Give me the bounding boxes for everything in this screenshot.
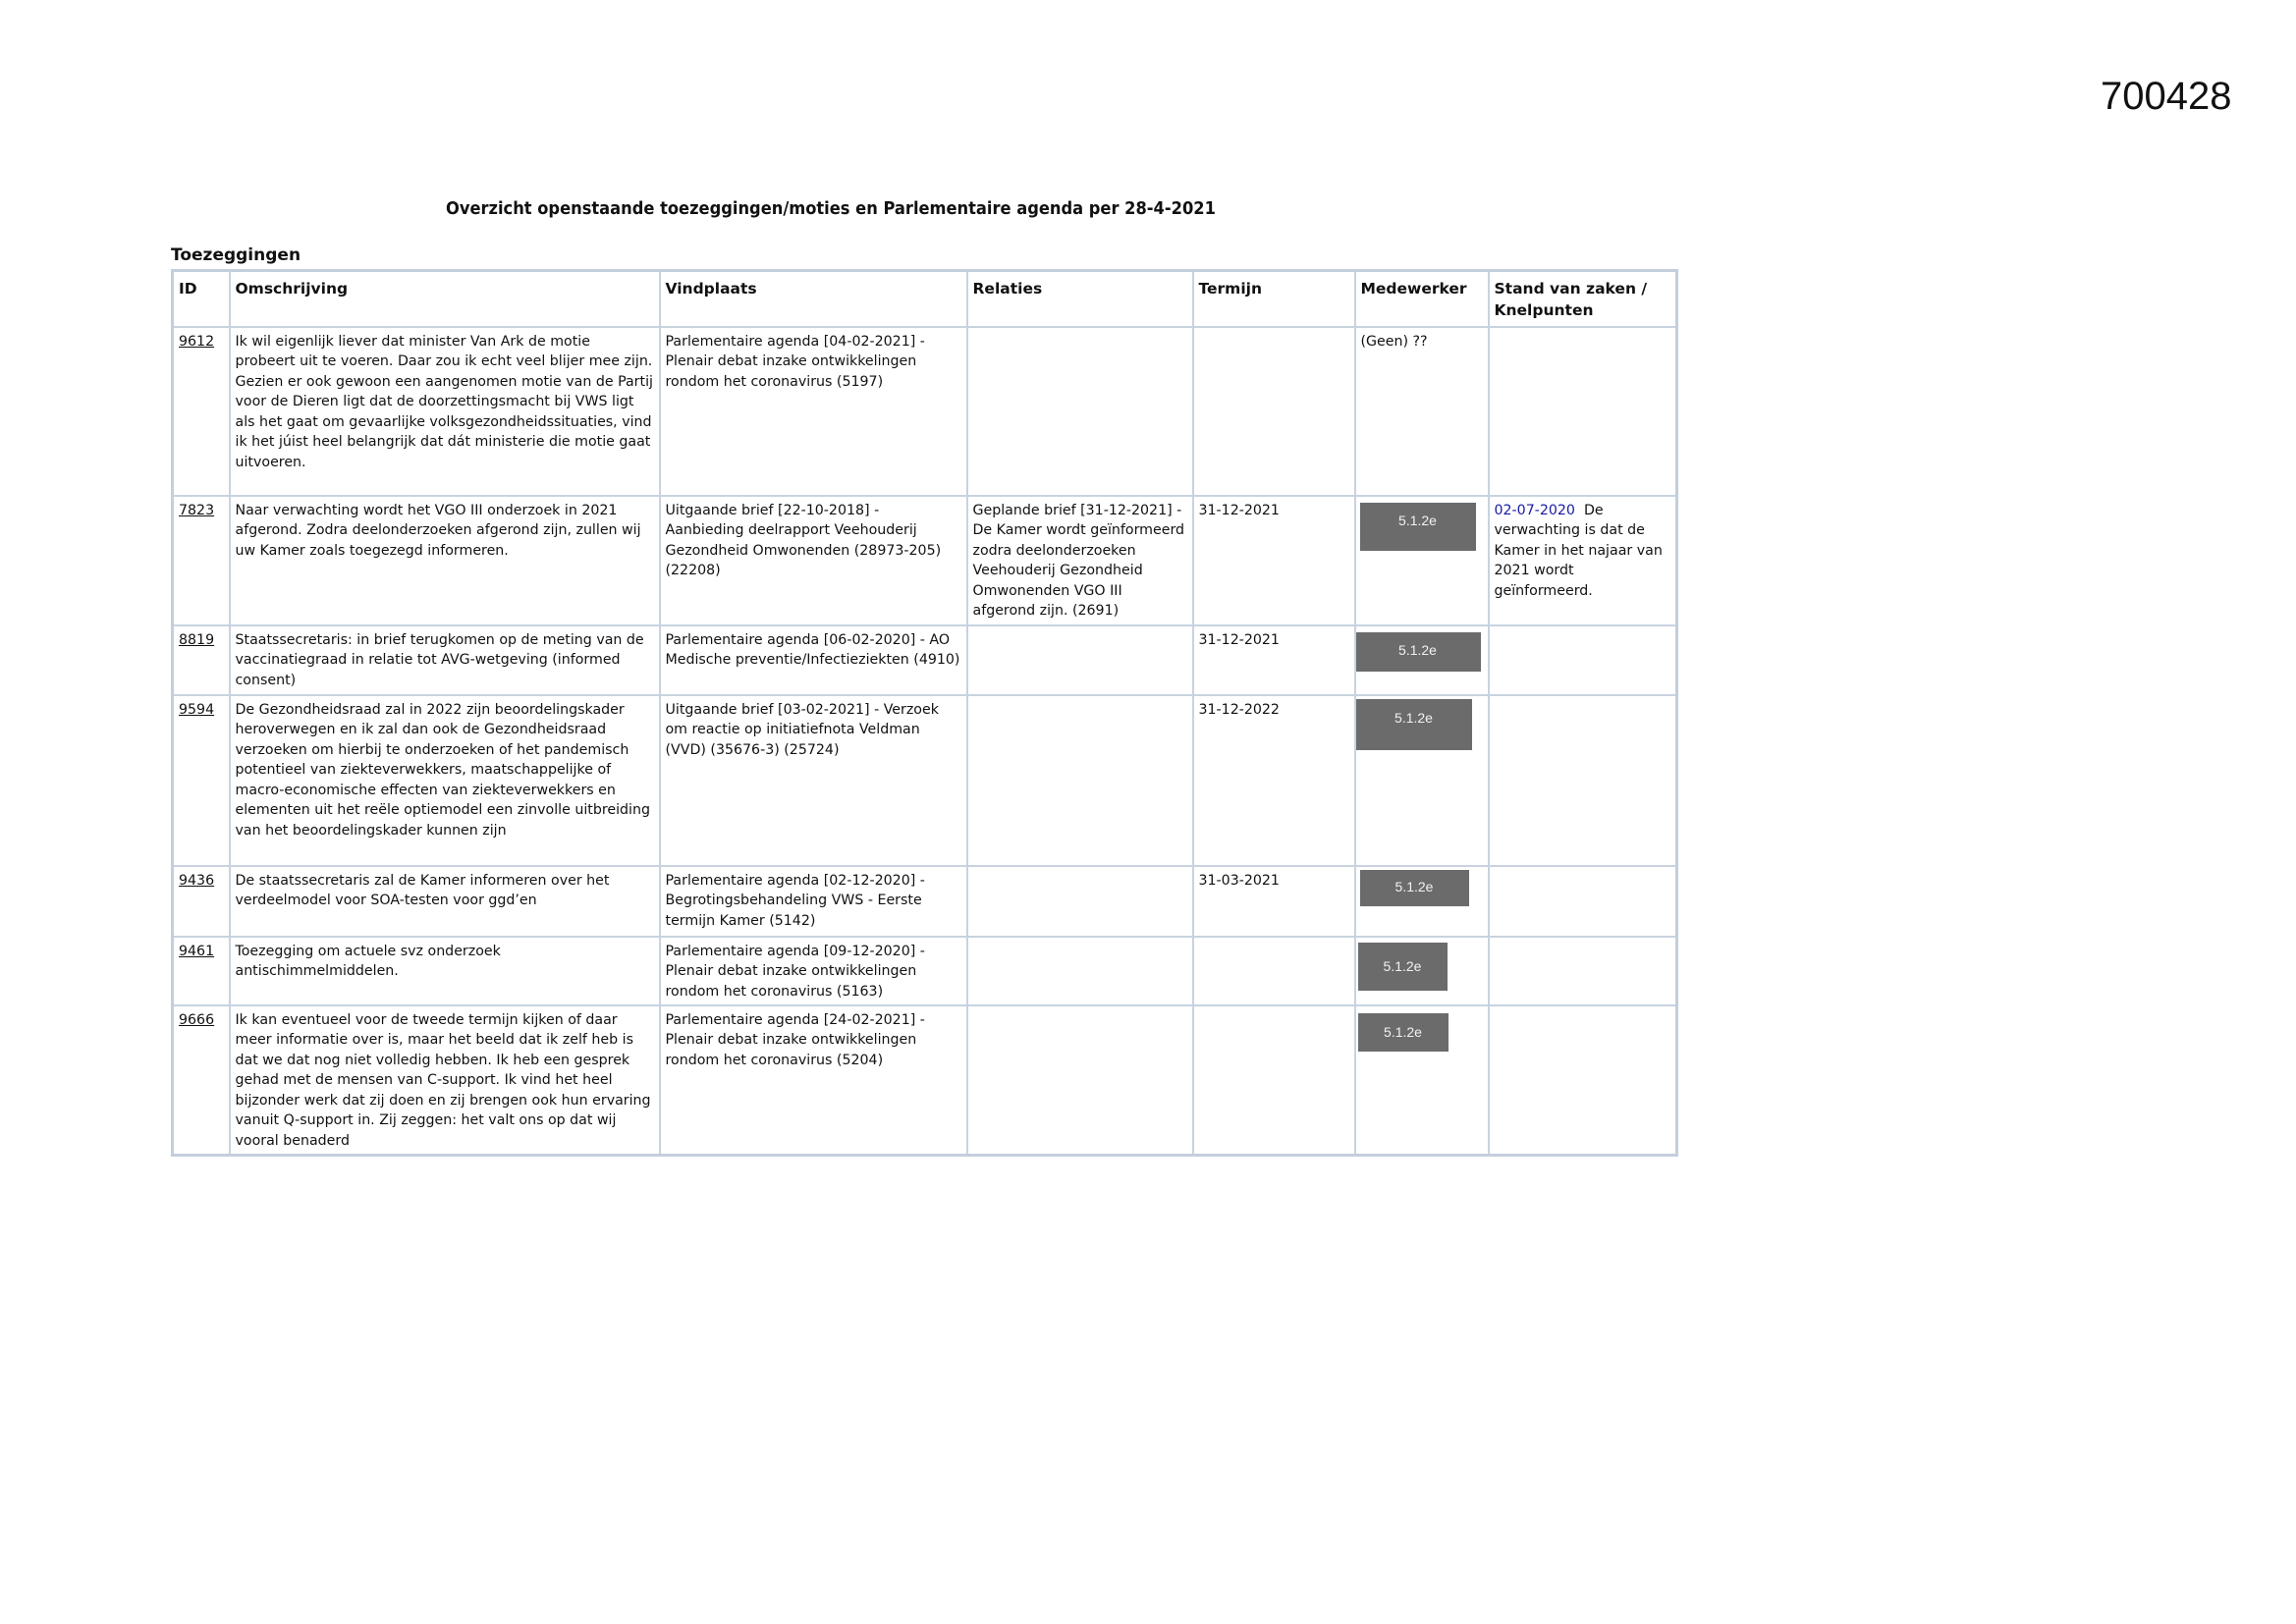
cell-id (173, 695, 230, 866)
cell-medewerker (1355, 866, 1489, 937)
row-id-link[interactable]: 9612 (179, 333, 215, 350)
cell-omschrijving: De staatssecretaris zal de Kamer informeren over het verdeelmodel voor SOA-testen voor ggd’en (230, 866, 660, 937)
cell-medewerker (1355, 625, 1489, 695)
table-row (173, 1005, 1677, 1156)
column-header-stand-van-zaken: Stand van zaken / Knelpunten (1489, 271, 1677, 327)
section-label-toezeggingen: Toezeggingen (171, 245, 301, 265)
cell-stand-van-zaken (1489, 1005, 1677, 1156)
cell-medewerker: (Geen) ?? (1355, 327, 1489, 496)
cell-vindplaats: Parlementaire agenda [02-12-2020] - Begrotingsbehandeling VWS - Eerste termijn Kamer (5142) (660, 866, 967, 937)
cell-stand-van-zaken (1489, 937, 1677, 1005)
cell-vindplaats: Parlementaire agenda [24-02-2021] - Plenair debat inzake ontwikkelingen rondom het coronavirus (5204) (660, 1005, 967, 1156)
redaction-box: 5.1.2e (1360, 870, 1469, 906)
cell-omschrijving: Ik kan eventueel voor de tweede termijn kijken of daar meer informatie over is, maar het beeld dat ik zelf heb is dat we dat nog niet volledig hebben. Ik heb een gesprek gehad met de mensen van C-support. Ik vind het heel bijzonder werk dat zij doen en zij brengen ook hun ervaring vanuit Q-support in. Zij zeggen: het valt ons op dat wij vooral benaderd (230, 1005, 660, 1156)
cell-medewerker (1355, 695, 1489, 866)
column-header-id: ID (173, 271, 230, 327)
cell-id (173, 937, 230, 1005)
cell-termijn (1193, 327, 1355, 496)
cell-omschrijving: Staatssecretaris: in brief terugkomen op de meting van de vaccinatiegraad in relatie tot AVG-wetgeving (informed consent) (230, 625, 660, 695)
column-header-omschrijving: Omschrijving (230, 271, 660, 327)
column-header-vindplaats: Vindplaats (660, 271, 967, 327)
cell-id (173, 866, 230, 937)
table-row (173, 625, 1677, 695)
cell-omschrijving: Toezegging om actuele svz onderzoek antischimmelmiddelen. (230, 937, 660, 1005)
column-header-relaties: Relaties (967, 271, 1193, 327)
cell-termijn: 31-03-2021 (1193, 866, 1355, 937)
redaction-box: 5.1.2e (1358, 943, 1448, 991)
cell-id (173, 327, 230, 496)
cell-id (173, 496, 230, 625)
cell-stand-van-zaken (1489, 327, 1677, 496)
cell-relaties (967, 625, 1193, 695)
cell-termijn: 31-12-2021 (1193, 625, 1355, 695)
cell-id (173, 625, 230, 695)
redaction-box: 5.1.2e (1355, 632, 1481, 672)
cell-medewerker (1355, 496, 1489, 625)
table-row (173, 866, 1677, 937)
cell-relaties (967, 866, 1193, 937)
cell-termijn: 31-12-2021 (1193, 496, 1355, 625)
row-id-link[interactable]: 9436 (179, 872, 215, 889)
redaction-box: 5.1.2e (1360, 503, 1476, 551)
cell-medewerker (1355, 937, 1489, 1005)
cell-relaties (967, 1005, 1193, 1156)
cell-vindplaats: Uitgaande brief [03-02-2021] - Verzoek om reactie op initiatiefnota Veldman (VVD) (35676-3) (25724) (660, 695, 967, 866)
cell-stand-van-zaken (1489, 496, 1677, 625)
cell-omschrijving: Ik wil eigenlijk liever dat minister Van Ark de motie probeert uit te voeren. Daar zou ik echt veel blijer mee zijn. Gezien er ook gewoon een aangenomen motie van de Partij voor de Dieren ligt dat de doorzettingsmacht bij VWS ligt als het gaat om gevaarlijke volksgezondheidssituaties, vind ik het júist heel belangrijk dat dát ministerie die motie gaat uitvoeren. (230, 327, 660, 496)
cell-vindplaats: Parlementaire agenda [04-02-2021] - Plenair debat inzake ontwikkelingen rondom het coronavirus (5197) (660, 327, 967, 496)
column-header-termijn: Termijn (1193, 271, 1355, 327)
toezeggingen-table (171, 269, 1678, 1157)
table-row (173, 937, 1677, 1005)
table-row (173, 695, 1677, 866)
redaction-box: 5.1.2e (1356, 699, 1472, 750)
table-header-row (173, 271, 1677, 327)
cell-stand-van-zaken (1489, 866, 1677, 937)
cell-medewerker (1355, 1005, 1489, 1156)
stand-date: 02-07-2020 (1494, 502, 1575, 518)
cell-stand-van-zaken (1489, 695, 1677, 866)
row-id-link[interactable]: 8819 (179, 631, 215, 648)
cell-stand-van-zaken (1489, 625, 1677, 695)
cell-vindplaats: Parlementaire agenda [09-12-2020] - Plenair debat inzake ontwikkelingen rondom het coronavirus (5163) (660, 937, 967, 1005)
cell-relaties (967, 695, 1193, 866)
table-row (173, 496, 1677, 625)
cell-termijn: 31-12-2022 (1193, 695, 1355, 866)
cell-vindplaats: Parlementaire agenda [06-02-2020] - AO Medische preventie/Infectieziekten (4910) (660, 625, 967, 695)
cell-relaties (967, 327, 1193, 496)
cell-termijn (1193, 1005, 1355, 1156)
cell-relaties (967, 937, 1193, 1005)
cell-omschrijving: Naar verwachting wordt het VGO III onderzoek in 2021 afgerond. Zodra deelonderzoeken afgerond zijn, zullen wij uw Kamer zoals toegezegd informeren. (230, 496, 660, 625)
table-row (173, 327, 1677, 496)
redaction-box: 5.1.2e (1358, 1013, 1449, 1052)
row-id-link[interactable]: 7823 (179, 502, 215, 518)
row-id-link[interactable]: 9594 (179, 701, 215, 718)
page-number: 700428 (2101, 75, 2232, 118)
document-title: Overzicht openstaande toezeggingen/moties en Parlementaire agenda per 28-4-2021 (446, 199, 1216, 219)
cell-id (173, 1005, 230, 1156)
row-id-link[interactable]: 9666 (179, 1011, 215, 1028)
cell-relaties: Geplande brief [31-12-2021] - De Kamer wordt geïnformeerd zodra deelonderzoeken Veehouderij Gezondheid Omwonenden VGO III afgerond zijn. (2691) (967, 496, 1193, 625)
stand-text: De verwachting is dat de Kamer in het najaar van 2021 wordt geïnformeerd. (1494, 502, 1663, 599)
cell-vindplaats: Uitgaande brief [22-10-2018] - Aanbieding deelrapport Veehouderij Gezondheid Omwonenden (28973-205) (22208) (660, 496, 967, 625)
column-header-medewerker: Medewerker (1355, 271, 1489, 327)
cell-omschrijving: De Gezondheidsraad zal in 2022 zijn beoordelingskader heroverwegen en ik zal dan ook de Gezondheidsraad verzoeken om hierbij te onderzoeken of het pandemisch potentieel van ziekteverwekkers, maatschappelijke of macro-economische effecten van ziekteverwekkers en elementen uit het reële optiemodel een zinvolle uitbreiding van het beoordelingskader kunnen zijn (230, 695, 660, 866)
cell-termijn (1193, 937, 1355, 1005)
row-id-link[interactable]: 9461 (179, 943, 215, 959)
